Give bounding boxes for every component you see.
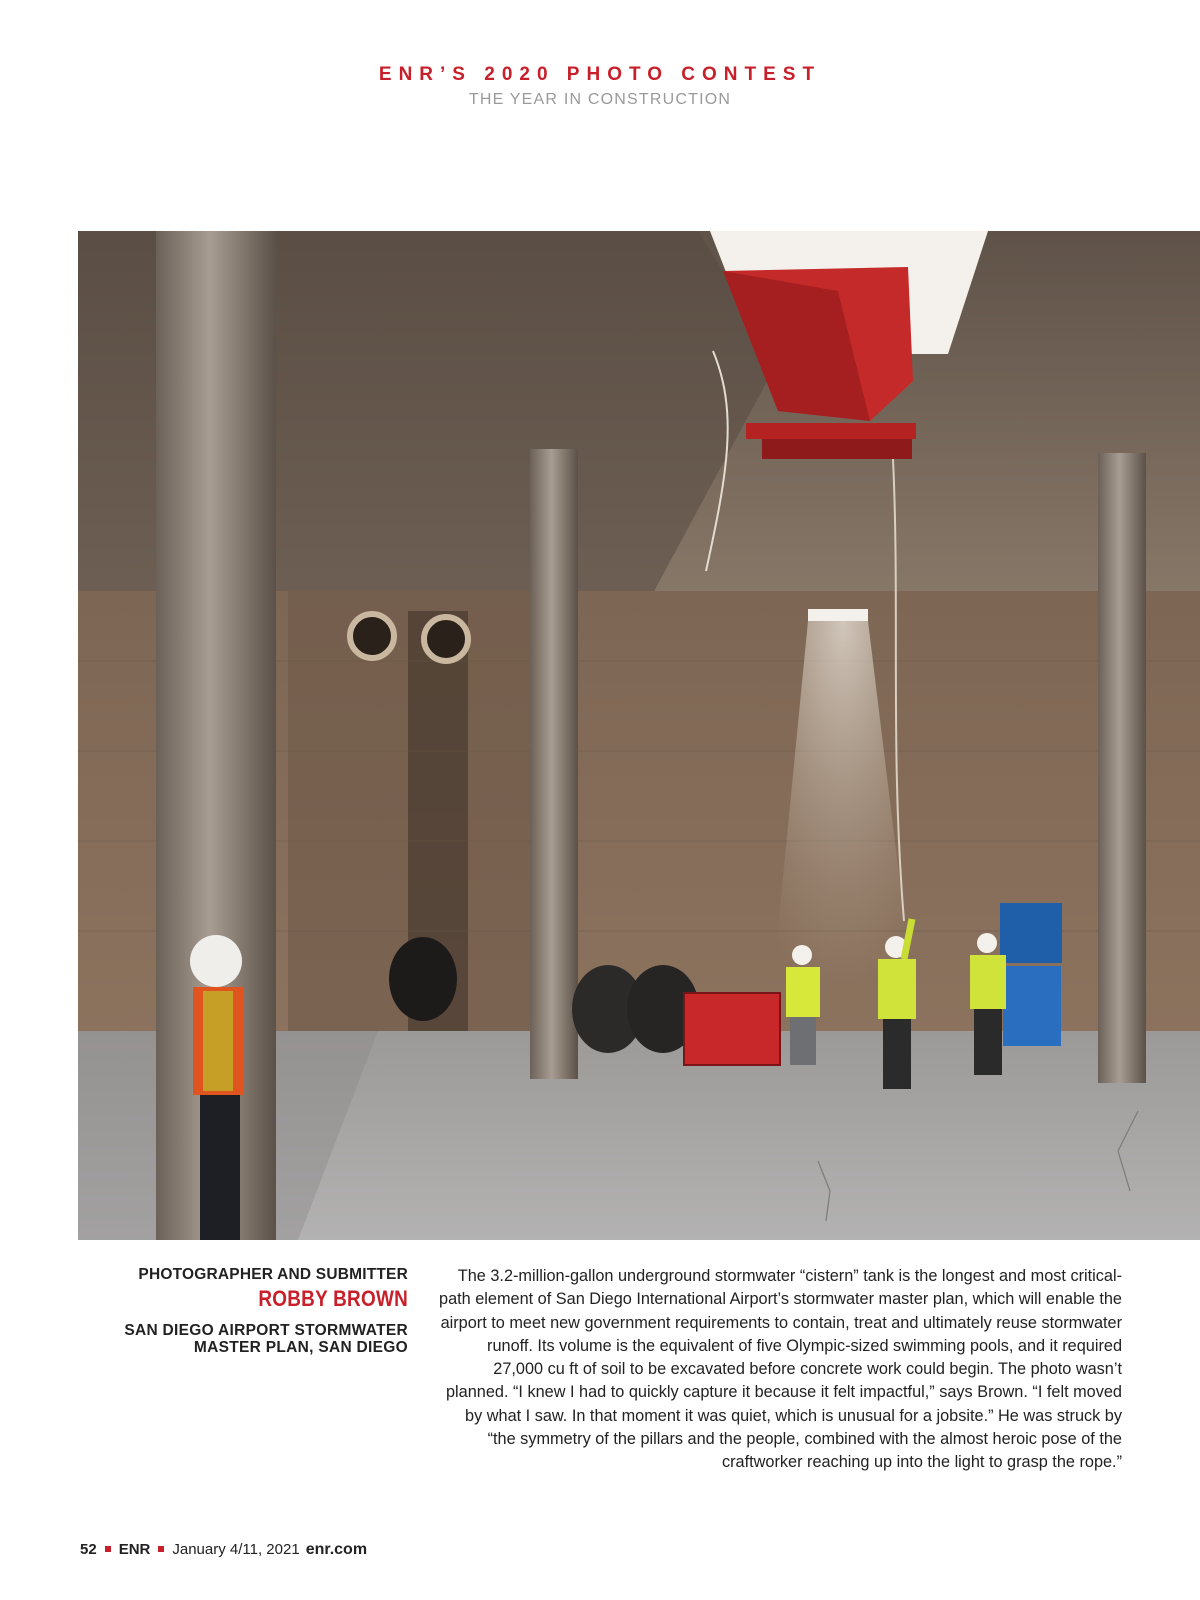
publication-name: ENR — [118, 1541, 151, 1558]
project-line-1: SAN DIEGO AIRPORT STORMWATER — [124, 1322, 408, 1339]
cistern-photo-illustration — [78, 231, 1200, 1240]
project-line-2: MASTER PLAN, SAN DIEGO — [193, 1339, 408, 1356]
photo-credits — [78, 1266, 408, 1356]
separator-square-icon — [105, 1546, 111, 1552]
website-link[interactable]: enr.com — [305, 1541, 368, 1558]
section-kicker: ENR’S 2020 PHOTO CONTEST — [378, 64, 822, 85]
section-subkicker: THE YEAR IN CONSTRUCTION — [468, 91, 732, 108]
page-number: 52 — [80, 1541, 97, 1558]
issue-date: January 4/11, 2021 — [172, 1541, 300, 1558]
cistern-photo — [78, 231, 1200, 1240]
photographer-name: ROBBY BROWN — [258, 1286, 408, 1311]
credit-role: PHOTOGRAPHER AND SUBMITTER — [138, 1266, 408, 1283]
project-name — [78, 1322, 408, 1356]
caption-paragraph: The 3.2-million-gallon underground stormwater “cistern” tank is the longest and most critical-path element of San Diego International Airport’s stormwater master plan, which will enable the airport to meet new government requirements to contain, treat and ultimately reuse stormwater runoff. Its volume is the equivalent of five Olympic-sized swimming pools, and it required 27,000 cu ft of soil to be excavated before concrete work could begin. The photo wasn’t planned. “I knew I had to quickly capture it because it felt impactful,” says Brown. “I felt moved by what I saw. In that moment it was quiet, which is unusual for a jobsite.” He was struck by “the symmetry of the pillars and the people, combined with the almost heroic pose of the craftworker reaching up into the light to grasp the rope.” — [439, 1267, 1122, 1472]
page-footer — [80, 1541, 367, 1559]
separator-square-icon — [158, 1546, 164, 1552]
photo-caption — [434, 1265, 1122, 1475]
